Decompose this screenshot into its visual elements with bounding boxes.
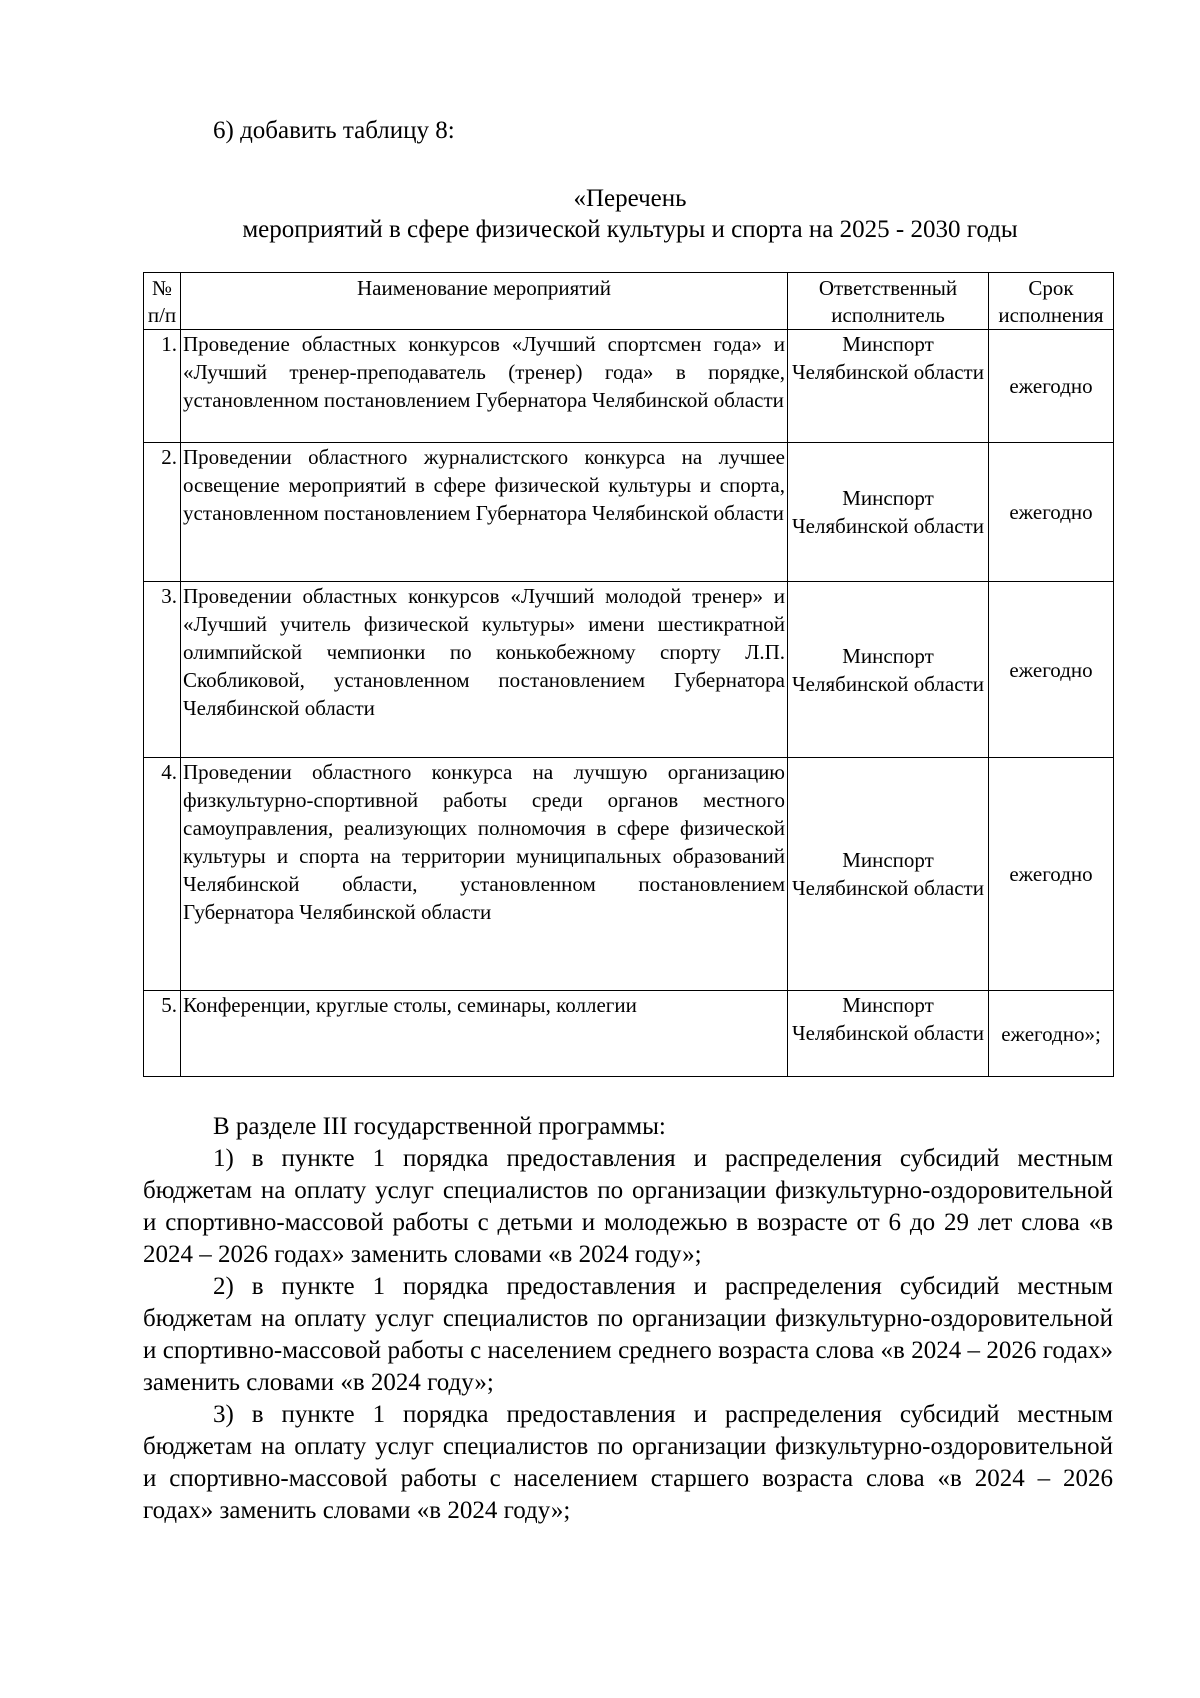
- row-executor: Минспорт Челябинской области: [788, 991, 989, 1077]
- row-executor: Минспорт Челябинской области: [788, 758, 989, 991]
- section-intro: В разделе III государственной программы:: [213, 1113, 666, 1140]
- row-executor: Минспорт Челябинской области: [788, 330, 989, 443]
- row-num: 5.: [144, 991, 181, 1077]
- row-name: Проведении областных конкурсов «Лучший молодой тренер» и «Лучший учитель физической культуры» имени шестикратной олимпийской чемпионки по конькобежному спорту Л.П. Скобликовой, установленном постановлением Губернатора Челябинской области: [181, 582, 788, 758]
- row-executor: Минспорт Челябинской области: [788, 443, 989, 582]
- row-executor: Минспорт Челябинской области: [788, 582, 989, 758]
- row-name: Проведении областного конкурса на лучшую организацию физкультурно-спортивной работы среди органов местного самоуправления, реализующих полномочия в сфере физической культуры и спорта на территории муниципальных образований Челябинской области, установленном постановлением Губернатора Челябинской области: [181, 758, 788, 991]
- table-header-row: [144, 273, 1114, 330]
- header-executor: Ответственный исполнитель: [788, 273, 989, 330]
- amendments-list: [143, 1143, 1113, 1527]
- row-name: Проведение областных конкурсов «Лучший спортсмен года» и «Лучший тренер-преподаватель (тренер) года» в порядке, установленном постановлением Губернатора Челябинской области: [181, 330, 788, 443]
- table-row: [144, 443, 1114, 582]
- table-row: [144, 991, 1114, 1077]
- row-num: 4.: [144, 758, 181, 991]
- row-num: 2.: [144, 443, 181, 582]
- intro-line: 6) добавить таблицу 8:: [213, 117, 455, 144]
- table-title-line-2: мероприятий в сфере физической культуры и спорта на 2025 - 2030 годы: [242, 216, 1018, 243]
- row-num: 3.: [144, 582, 181, 758]
- table-title-line-1: «Перечень: [573, 185, 687, 212]
- header-term: Срок исполнения: [989, 273, 1114, 330]
- row-term: ежегодно: [989, 582, 1114, 758]
- table-row: [144, 758, 1114, 991]
- amendment-item: 1) в пункте 1 порядка предоставления и распределения субсидий местным бюджетам на оплату услуг специалистов по организации физкультурно-оздоровительной и спортивно-массовой работы с детьми и молодежью в возрасте от 6 до 29 лет слова «в 2024 – 2026 годах» заменить словами «в 2024 году»;: [143, 1145, 1113, 1268]
- amendment-item: 2) в пункте 1 порядка предоставления и распределения субсидий местным бюджетам на оплату услуг специалистов по организации физкультурно-оздоровительной и спортивно-массовой работы с населением среднего возраста слова «в 2024 – 2026 годах» заменить словами «в 2024 году»;: [143, 1273, 1113, 1396]
- table-row: [144, 582, 1114, 758]
- table-row: [144, 330, 1114, 443]
- row-term: ежегодно: [989, 443, 1114, 582]
- amendment-item: 3) в пункте 1 порядка предоставления и распределения субсидий местным бюджетам на оплату услуг специалистов по организации физкультурно-оздоровительной и спортивно-массовой работы с населением старшего возраста слова «в 2024 – 2026 годах» заменить словами «в 2024 году»;: [143, 1401, 1113, 1524]
- row-name: Конференции, круглые столы, семинары, коллегии: [181, 991, 788, 1077]
- header-num: № п/п: [144, 273, 181, 330]
- row-term: ежегодно»;: [989, 991, 1114, 1077]
- events-table: [143, 272, 1114, 1077]
- row-num: 1.: [144, 330, 181, 443]
- header-name: Наименование мероприятий: [181, 273, 788, 330]
- row-name: Проведении областного журналистского конкурса на лучшее освещение мероприятий в сфере физической культуры и спорта, установленном постановлением Губернатора Челябинской области: [181, 443, 788, 582]
- row-term: ежегодно: [989, 330, 1114, 443]
- row-term: ежегодно: [989, 758, 1114, 991]
